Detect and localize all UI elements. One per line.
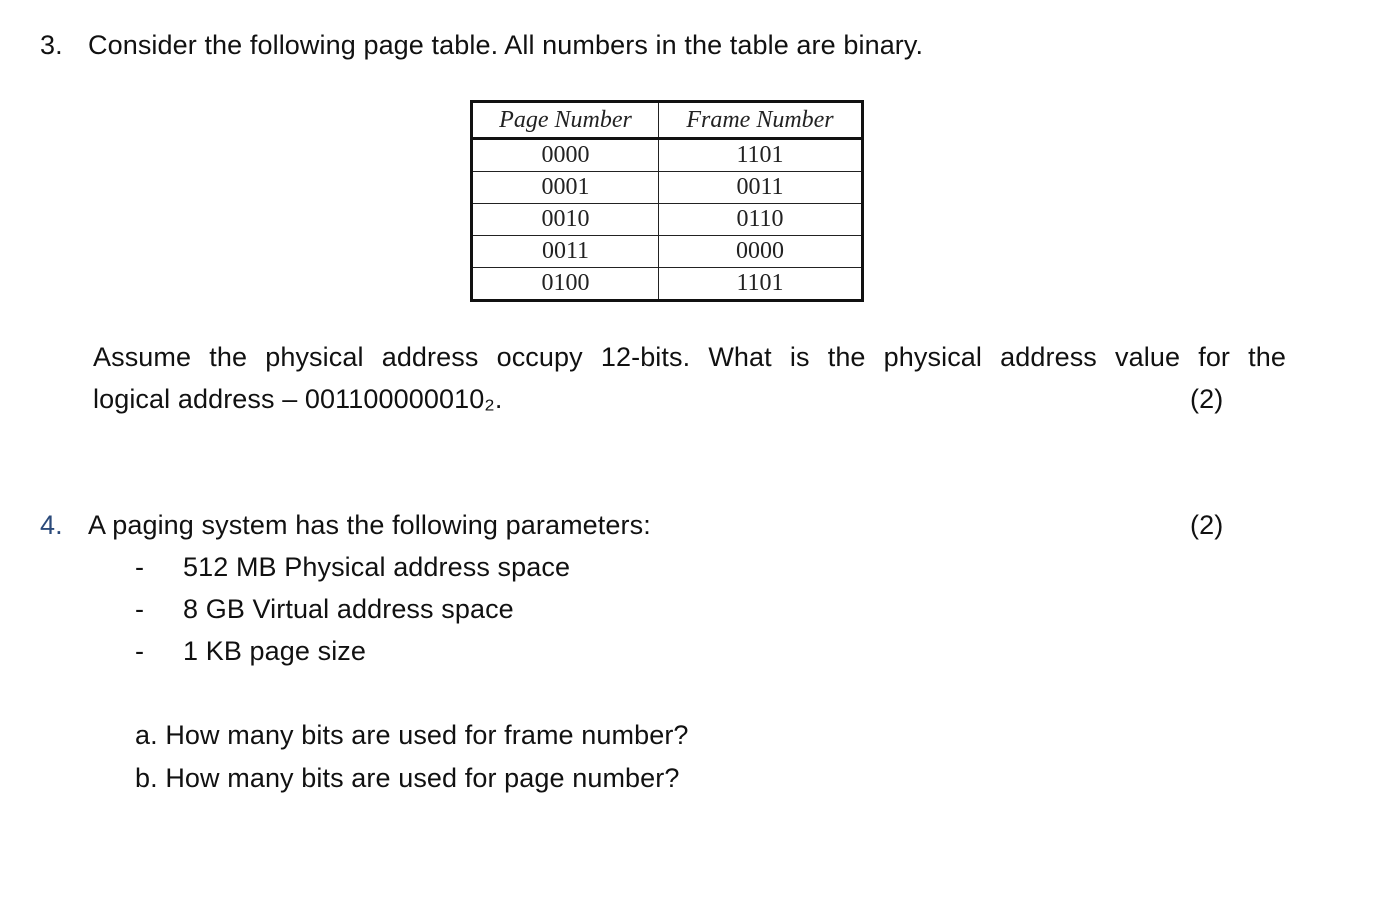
- frame-number-cell: 0011: [659, 172, 863, 204]
- page-number-cell: 0000: [472, 139, 659, 172]
- frame-number-cell: 0000: [659, 236, 863, 268]
- table-row: [472, 204, 863, 236]
- frame-number-cell: 1101: [659, 268, 863, 301]
- bullet-dash: -: [135, 552, 145, 582]
- page-table: [470, 100, 864, 302]
- param-page-size: 1 KB page size: [183, 636, 367, 666]
- table-row: [472, 268, 863, 301]
- page-number-cell: 0001: [472, 172, 659, 204]
- question-3-marks: (2): [1190, 384, 1224, 414]
- header-frame-number: Frame Number: [659, 102, 863, 139]
- page-number-cell: 0100: [472, 268, 659, 301]
- question-3-text: Consider the following page table. All numbers in the table are binary.: [88, 30, 924, 60]
- frame-number-cell: 0110: [659, 204, 863, 236]
- assume-paragraph-line-1: Assume the physical address occupy 12-bits. What is the physical address value for the: [93, 342, 1286, 372]
- param-physical-address-space: 512 MB Physical address space: [183, 552, 571, 582]
- question-3-number: 3.: [40, 30, 63, 60]
- table-row: [472, 236, 863, 268]
- question-4-marks: (2): [1190, 510, 1224, 540]
- frame-number-cell: 1101: [659, 139, 863, 172]
- page-number-cell: 0011: [472, 236, 659, 268]
- table-header-row: [472, 102, 863, 139]
- question-4-text: A paging system has the following parameters:: [88, 510, 651, 540]
- table-row: [472, 172, 863, 204]
- sub-question-b: b. How many bits are used for page number?: [135, 763, 680, 793]
- assume-paragraph-line-2: logical address – 001100000010₂.: [93, 384, 503, 414]
- header-page-number: Page Number: [472, 102, 659, 139]
- question-4-number: 4.: [40, 510, 63, 540]
- bullet-dash: -: [135, 594, 145, 624]
- sub-question-a: a. How many bits are used for frame number?: [135, 720, 689, 750]
- page-number-cell: 0010: [472, 204, 659, 236]
- bullet-dash: -: [135, 636, 145, 666]
- param-virtual-address-space: 8 GB Virtual address space: [183, 594, 514, 624]
- table-row: [472, 139, 863, 172]
